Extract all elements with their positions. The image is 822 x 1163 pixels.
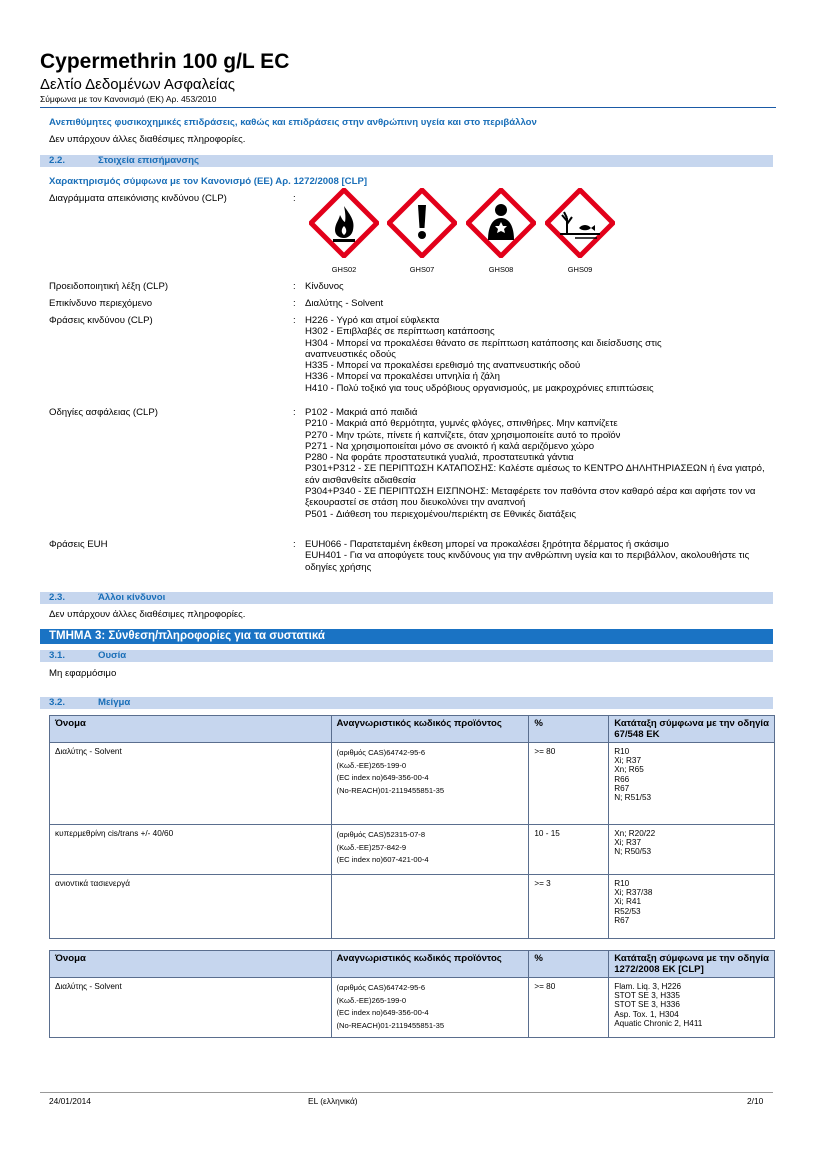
footer-language: EL (ελληνικά) <box>308 1096 358 1106</box>
colon: : <box>293 407 296 418</box>
section-label: Στοιχεία επισήμανσης <box>98 155 199 166</box>
hazard-statement: H335 - Μπορεί να προκαλέσει ερεθισμό της αναπνευστικής οδού <box>305 360 581 372</box>
regulation-note: Σύμφωνα με τον Κανονισμό (ΕΚ) Αρ. 453/2010 <box>40 94 217 104</box>
table-row <box>50 743 775 825</box>
header-divider <box>40 107 776 108</box>
column-header: Κατάταξη σύμφωνα με την οδηγία 1272/2008 ΕΚ [CLP] <box>609 951 775 978</box>
precautionary-statement: P304+P340 - ΣΕ ΠΕΡΙΠΤΩΣΗ ΕΙΣΠΝΟΗΣ: Μεταφέρετε τον παθόντα στον καθαρό αέρα και αφήστε τον να ξεκουραστεί σε στάση που διευκολύνει την αναπνοή <box>305 486 756 509</box>
table-row <box>50 825 775 875</box>
health-hazard-icon <box>466 188 536 258</box>
other-hazards-text: Δεν υπάρχουν άλλες διαθέσιμες πληροφορίες. <box>49 609 246 620</box>
precautionary-statements-list <box>305 407 775 520</box>
percentage: >= 3 <box>529 875 609 939</box>
product-identifiers: (αριθμός CAS)52315-07-8 (Κωδ.-ΕΕ)257-842-9 (EC index no)607-421-00-4 <box>331 825 529 875</box>
classification: R10 Xi; R37 Xn; R65 R66 R67 N; R51/53 <box>609 743 775 825</box>
percentage: 10 - 15 <box>529 825 609 875</box>
colon: : <box>293 315 296 326</box>
hazardous-components-value: Διαλύτης - Solvent <box>305 298 384 309</box>
mixture-table-clp <box>49 950 775 1038</box>
substance-text: Μη εφαρμόσιμο <box>49 668 117 679</box>
hazardous-components-label: Επικίνδυνο περιεχόμενο <box>49 298 153 309</box>
euh-statements-label: Φράσεις EUH <box>49 539 108 550</box>
footer-page-number: 2/10 <box>747 1096 764 1106</box>
pictogram-code: GHS08 <box>488 265 514 274</box>
product-title: Cypermethrin 100 g/L EC <box>40 50 290 73</box>
component-name: Διαλύτης - Solvent <box>50 743 332 825</box>
pictograms-label: Διαγράμματα απεικόνισης κινδύνου (CLP) <box>49 193 227 204</box>
column-header: Αναγνωριστικός κωδικός προϊόντος <box>331 716 529 743</box>
section-label: Άλλοι κίνδυνοι <box>98 592 166 603</box>
percentage: >= 80 <box>529 743 609 825</box>
precautionary-statement: P210 - Μακριά από θερμότητα, γυμνές φλόγες, σπινθήρες. Μην καπνίζετε <box>305 418 618 430</box>
section-number: 2.2. <box>49 155 66 166</box>
signal-word-value: Κίνδυνος <box>305 281 344 292</box>
section-2-3-bar <box>40 592 773 604</box>
table-row <box>50 978 775 1038</box>
precautionary-statement: P102 - Μακριά από παιδιά <box>305 407 418 418</box>
section-3-1-bar <box>40 650 773 662</box>
hazard-statement: H302 - Επιβλαβές σε περίπτωση κατάποσης <box>305 326 495 338</box>
colon: : <box>293 298 296 309</box>
column-header: Όνομα <box>50 951 332 978</box>
adverse-effects-heading: Ανεπιθύμητες φυσικοχημικές επιδράσεις, καθώς και επιδράσεις στην ανθρώπινη υγεία και στο περιβάλλον <box>49 117 537 128</box>
section-3-2-bar <box>40 697 773 709</box>
section-number: 3.2. <box>49 697 66 708</box>
section-2-2-bar <box>40 155 773 167</box>
hazard-statement: H336 - Μπορεί να προκαλέσει υπνηλία ή ζάλη <box>305 371 500 383</box>
component-name: κυπερμεθρίνη cis/trans +/- 40/60 <box>50 825 332 875</box>
section-3-bar <box>40 629 773 644</box>
environment-icon <box>545 188 615 258</box>
section-label: Ουσία <box>98 650 127 661</box>
section-3-title: ΤΜΗΜΑ 3: Σύνθεση/πληροφορίες για τα συστατικά <box>49 630 325 642</box>
colon: : <box>293 193 296 204</box>
exclamation-icon <box>387 188 457 258</box>
column-header: Αναγνωριστικός κωδικός προϊόντος <box>331 951 529 978</box>
pictogram-code: GHS07 <box>409 265 435 274</box>
product-identifiers <box>331 875 529 939</box>
section-number: 3.1. <box>49 650 66 661</box>
table-header-row <box>50 951 775 978</box>
hazard-statement: H304 - Μπορεί να προκαλέσει θάνατο σε περίπτωση κατάποσης και διείσδυσης στις αναπνευστικές οδούς <box>305 337 662 360</box>
ghs02-pictogram <box>309 188 379 274</box>
percentage: >= 80 <box>529 978 609 1038</box>
precautionary-statement: P301+P312 - ΣΕ ΠΕΡΙΠΤΩΣΗ ΚΑΤΑΠΟΣΗΣ: Καλέστε αμέσως το ΚΕΝΤΡΟ ΔΗΛΗΤΗΡΙΑΣΕΩΝ ή ένα γιατρό, εάν αισθανθείτε αδιαθεσία <box>305 463 765 486</box>
precautionary-statement: P280 - Να φοράτε προστατευτικά γυαλιά, προστατευτικά γάντια <box>305 452 574 464</box>
hazard-statements-label: Φράσεις κινδύνου (CLP) <box>49 315 153 326</box>
precautionary-statement: P270 - Μην τρώτε, πίνετε ή καπνίζετε, όταν χρησιμοποιείτε αυτό το προϊόν <box>305 429 621 441</box>
clp-heading: Χαρακτηρισμός σύμφωνα με τον Κανονισμό (ΕΕ) Αρ. 1272/2008 [CLP] <box>49 176 368 187</box>
column-header: Κατάταξη σύμφωνα με την οδηγία 67/548 ΕΚ <box>609 716 775 743</box>
pictogram-code: GHS02 <box>331 265 357 274</box>
signal-word-label: Προειδοποιητική λέξη (CLP) <box>49 281 169 292</box>
footer-date: 24/01/2014 <box>49 1096 91 1106</box>
ghs07-pictogram <box>387 188 457 274</box>
ghs08-pictogram <box>466 188 536 274</box>
precautionary-statement: P271 - Να χρησιμοποιείται μόνο σε ανοικτό ή καλά αεριζόμενο χώρο <box>305 440 595 452</box>
section-number: 2.3. <box>49 592 66 603</box>
column-header: % <box>529 951 609 978</box>
document-subtitle: Δελτίο Δεδομένων Ασφαλείας <box>40 76 236 93</box>
column-header: % <box>529 716 609 743</box>
precautionary-statement: P501 - Διάθεση του περιεχομένου/περιέκτη σε Εθνικές διατάξεις <box>305 508 576 520</box>
section-label: Μείγμα <box>98 697 131 708</box>
colon: : <box>293 281 296 292</box>
table-header-row <box>50 716 775 743</box>
component-name: Διαλύτης - Solvent <box>50 978 332 1038</box>
hazard-statement: H410 - Πολύ τοξικό για τους υδρόβιους οργανισμούς, με μακροχρόνιες επιπτώσεις <box>305 382 654 394</box>
classification: Flam. Liq. 3, H226 STOT SE 3, H335 STOT SE 3, H336 Asp. Tox. 1, H304 Aquatic Chronic 2, H411 <box>609 978 775 1038</box>
column-header: Όνομα <box>50 716 332 743</box>
flame-icon <box>309 188 379 258</box>
component-name: ανιοντικά τασιενεργά <box>50 875 332 939</box>
adverse-effects-text: Δεν υπάρχουν άλλες διαθέσιμες πληροφορίες. <box>49 134 246 145</box>
classification: Xn; R20/22 Xi; R37 N; R50/53 <box>609 825 775 875</box>
footer-divider <box>40 1092 773 1093</box>
table-row <box>50 875 775 939</box>
mixture-table-67-548 <box>49 715 775 939</box>
ghs09-pictogram <box>545 188 615 274</box>
euh-statements-list <box>305 539 775 573</box>
pictogram-code: GHS09 <box>567 265 593 274</box>
euh-statement: EUH066 - Παρατεταμένη έκθεση μπορεί να προκαλέσει ξηρότητα δέρματος ή σκάσιμο <box>305 539 669 550</box>
product-identifiers: (αριθμός CAS)64742-95-6 (Κωδ.-ΕΕ)265-199-0 (EC index no)649-356-00-4 (No-REACH)01-2119455851-35 <box>331 743 529 825</box>
classification: R10 Xi; R37/38 Xi; R41 R52/53 R67 <box>609 875 775 939</box>
euh-statement: EUH401 - Για να αποφύγετε τους κινδύνους για την ανθρώπινη υγεία και το περιβάλλον, ακολουθήστε τις οδηγίες χρήσης <box>305 550 750 573</box>
product-identifiers: (αριθμός CAS)64742-95-6 (Κωδ.-ΕΕ)265-199-0 (EC index no)649-356-00-4 (No-REACH)01-2119455851-35 <box>331 978 529 1038</box>
hazard-statements-list <box>305 315 775 394</box>
hazard-statement: H226 - Υγρό και ατμοί εύφλεκτα <box>305 315 440 326</box>
colon: : <box>293 539 296 550</box>
precautionary-statements-label: Οδηγίες ασφάλειας (CLP) <box>49 407 158 418</box>
